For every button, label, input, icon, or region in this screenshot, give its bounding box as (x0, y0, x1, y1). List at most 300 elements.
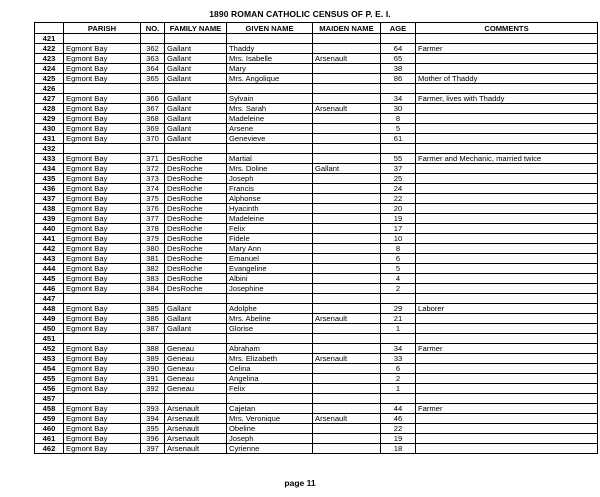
given-name-cell: Genevieve (227, 134, 313, 144)
given-name-cell: Felix (227, 384, 313, 394)
table-row (35, 224, 598, 234)
age-cell (381, 394, 416, 404)
table-row (35, 264, 598, 274)
maiden-name-cell (313, 114, 381, 124)
header-no: NO. (141, 23, 165, 34)
row-number: 458 (35, 404, 64, 414)
no-cell: 368 (141, 114, 165, 124)
given-name-cell (227, 84, 313, 94)
header-row-number (35, 23, 64, 34)
table-row (35, 64, 598, 74)
age-cell: 20 (381, 204, 416, 214)
given-name-cell: Evangeline (227, 264, 313, 274)
parish-cell: Egmont Bay (64, 174, 141, 184)
no-cell: 385 (141, 304, 165, 314)
family-name-cell: Gallant (165, 54, 227, 64)
row-number: 426 (35, 84, 64, 94)
row-number: 438 (35, 204, 64, 214)
given-name-cell: Arsene (227, 124, 313, 134)
no-cell: 380 (141, 244, 165, 254)
age-cell (381, 294, 416, 304)
no-cell: 378 (141, 224, 165, 234)
family-name-cell (165, 84, 227, 94)
comments-cell (416, 84, 598, 94)
family-name-cell: DesRoche (165, 244, 227, 254)
comments-cell (416, 354, 598, 364)
given-name-cell: Madeleine (227, 114, 313, 124)
table-row (35, 334, 598, 344)
no-cell: 362 (141, 44, 165, 54)
maiden-name-cell (313, 364, 381, 374)
row-number: 443 (35, 254, 64, 264)
parish-cell: Egmont Bay (64, 164, 141, 174)
given-name-cell: Obeline (227, 424, 313, 434)
comments-cell: Farmer (416, 344, 598, 354)
parish-cell: Egmont Bay (64, 414, 141, 424)
maiden-name-cell: Arsenault (313, 314, 381, 324)
comments-cell (416, 324, 598, 334)
no-cell: 382 (141, 264, 165, 274)
row-number: 454 (35, 364, 64, 374)
no-cell: 383 (141, 274, 165, 284)
parish-cell: Egmont Bay (64, 284, 141, 294)
age-cell: 55 (381, 154, 416, 164)
family-name-cell (165, 144, 227, 154)
comments-cell (416, 114, 598, 124)
comments-cell (416, 284, 598, 294)
row-number: 425 (35, 74, 64, 84)
family-name-cell: Arsenault (165, 444, 227, 454)
given-name-cell (227, 144, 313, 154)
row-number: 424 (35, 64, 64, 74)
maiden-name-cell: Arsenault (313, 414, 381, 424)
comments-cell (416, 414, 598, 424)
given-name-cell: Adolphe (227, 304, 313, 314)
age-cell: 4 (381, 274, 416, 284)
maiden-name-cell (313, 144, 381, 154)
age-cell: 8 (381, 114, 416, 124)
header-age: AGE (381, 23, 416, 34)
parish-cell (64, 334, 141, 344)
parish-cell: Egmont Bay (64, 54, 141, 64)
maiden-name-cell (313, 374, 381, 384)
header-comments: COMMENTS (416, 23, 598, 34)
parish-cell: Egmont Bay (64, 104, 141, 114)
no-cell (141, 334, 165, 344)
table-row (35, 314, 598, 324)
parish-cell: Egmont Bay (64, 384, 141, 394)
maiden-name-cell (313, 334, 381, 344)
no-cell: 375 (141, 194, 165, 204)
table-row (35, 234, 598, 244)
table-row (35, 124, 598, 134)
maiden-name-cell (313, 404, 381, 414)
no-cell: 376 (141, 204, 165, 214)
comments-cell: Mother of Thaddy (416, 74, 598, 84)
maiden-name-cell (313, 174, 381, 184)
age-cell: 44 (381, 404, 416, 414)
given-name-cell: Mrs. Doline (227, 164, 313, 174)
maiden-name-cell: Arsenault (313, 354, 381, 364)
age-cell: 61 (381, 134, 416, 144)
comments-cell (416, 234, 598, 244)
maiden-name-cell (313, 424, 381, 434)
table-row (35, 294, 598, 304)
table-row (35, 144, 598, 154)
age-cell: 19 (381, 434, 416, 444)
table-body (35, 34, 598, 454)
parish-cell: Egmont Bay (64, 154, 141, 164)
maiden-name-cell (313, 84, 381, 94)
comments-cell (416, 64, 598, 74)
parish-cell (64, 144, 141, 154)
table-row (35, 134, 598, 144)
given-name-cell: Josephine (227, 284, 313, 294)
parish-cell: Egmont Bay (64, 434, 141, 444)
row-number: 444 (35, 264, 64, 274)
given-name-cell: Mrs. Veronique (227, 414, 313, 424)
age-cell: 25 (381, 174, 416, 184)
comments-cell (416, 164, 598, 174)
no-cell: 379 (141, 234, 165, 244)
maiden-name-cell (313, 434, 381, 444)
table-row (35, 304, 598, 314)
row-number: 446 (35, 284, 64, 294)
page-number: page 11 (284, 478, 316, 488)
no-cell: 363 (141, 54, 165, 64)
row-number: 432 (35, 144, 64, 154)
parish-cell: Egmont Bay (64, 264, 141, 274)
comments-cell (416, 244, 598, 254)
parish-cell: Egmont Bay (64, 94, 141, 104)
maiden-name-cell: Arsenault (313, 104, 381, 114)
family-name-cell: Gallant (165, 304, 227, 314)
row-number: 434 (35, 164, 64, 174)
row-number: 423 (35, 54, 64, 64)
parish-cell: Egmont Bay (64, 254, 141, 264)
header-parish: PARISH (64, 23, 141, 34)
given-name-cell: Joseph (227, 174, 313, 184)
table-row (35, 344, 598, 354)
table-row (35, 414, 598, 424)
document-title: 1890 ROMAN CATHOLIC CENSUS OF P. E. I. (209, 9, 391, 19)
parish-cell: Egmont Bay (64, 444, 141, 454)
age-cell: 65 (381, 54, 416, 64)
row-number: 449 (35, 314, 64, 324)
row-number: 452 (35, 344, 64, 354)
header-given-name: GIVEN NAME (227, 23, 313, 34)
maiden-name-cell: Arsenault (313, 54, 381, 64)
family-name-cell: DesRoche (165, 274, 227, 284)
no-cell: 393 (141, 404, 165, 414)
table-row (35, 254, 598, 264)
comments-cell (416, 314, 598, 324)
family-name-cell: Gallant (165, 104, 227, 114)
row-number: 436 (35, 184, 64, 194)
given-name-cell: Martial (227, 154, 313, 164)
family-name-cell: DesRoche (165, 184, 227, 194)
family-name-cell: Gallant (165, 114, 227, 124)
maiden-name-cell (313, 344, 381, 354)
age-cell: 46 (381, 414, 416, 424)
no-cell: 390 (141, 364, 165, 374)
row-number: 461 (35, 434, 64, 444)
given-name-cell: Mrs. Elizabeth (227, 354, 313, 364)
family-name-cell (165, 294, 227, 304)
given-name-cell: Abraham (227, 344, 313, 354)
family-name-cell: Gallant (165, 74, 227, 84)
maiden-name-cell (313, 184, 381, 194)
table-row (35, 174, 598, 184)
given-name-cell (227, 294, 313, 304)
table-row (35, 394, 598, 404)
family-name-cell: Geneau (165, 354, 227, 364)
table-row (35, 324, 598, 334)
age-cell: 19 (381, 214, 416, 224)
maiden-name-cell (313, 234, 381, 244)
parish-cell: Egmont Bay (64, 204, 141, 214)
table-header (35, 23, 598, 34)
age-cell: 21 (381, 314, 416, 324)
comments-cell (416, 224, 598, 234)
no-cell: 391 (141, 374, 165, 384)
age-cell: 10 (381, 234, 416, 244)
row-number: 431 (35, 134, 64, 144)
row-number: 460 (35, 424, 64, 434)
parish-cell: Egmont Bay (64, 64, 141, 74)
age-cell: 8 (381, 244, 416, 254)
given-name-cell: Madeleine (227, 214, 313, 224)
given-name-cell: Mrs. Isabelle (227, 54, 313, 64)
given-name-cell: Francis (227, 184, 313, 194)
row-number: 456 (35, 384, 64, 394)
comments-cell (416, 104, 598, 114)
comments-cell (416, 394, 598, 404)
age-cell (381, 144, 416, 154)
family-name-cell: Gallant (165, 44, 227, 54)
no-cell: 371 (141, 154, 165, 164)
comments-cell (416, 54, 598, 64)
family-name-cell: DesRoche (165, 214, 227, 224)
table-row (35, 214, 598, 224)
no-cell: 387 (141, 324, 165, 334)
family-name-cell: DesRoche (165, 154, 227, 164)
table-row (35, 74, 598, 84)
maiden-name-cell (313, 324, 381, 334)
no-cell: 395 (141, 424, 165, 434)
family-name-cell: DesRoche (165, 284, 227, 294)
given-name-cell: Alphonse (227, 194, 313, 204)
maiden-name-cell (313, 264, 381, 274)
family-name-cell: Gallant (165, 314, 227, 324)
row-number: 451 (35, 334, 64, 344)
no-cell: 374 (141, 184, 165, 194)
family-name-cell (165, 394, 227, 404)
age-cell: 22 (381, 194, 416, 204)
parish-cell: Egmont Bay (64, 114, 141, 124)
comments-cell (416, 264, 598, 274)
comments-cell (416, 194, 598, 204)
maiden-name-cell (313, 64, 381, 74)
age-cell: 6 (381, 364, 416, 374)
row-number: 441 (35, 234, 64, 244)
no-cell: 373 (141, 174, 165, 184)
family-name-cell: Geneau (165, 344, 227, 354)
maiden-name-cell (313, 154, 381, 164)
row-number: 448 (35, 304, 64, 314)
parish-cell: Egmont Bay (64, 374, 141, 384)
row-number: 453 (35, 354, 64, 364)
census-table (34, 22, 598, 454)
parish-cell: Egmont Bay (64, 194, 141, 204)
family-name-cell (165, 34, 227, 44)
row-number: 440 (35, 224, 64, 234)
comments-cell (416, 144, 598, 154)
maiden-name-cell (313, 224, 381, 234)
family-name-cell: Gallant (165, 134, 227, 144)
parish-cell: Egmont Bay (64, 344, 141, 354)
given-name-cell: Cajetan (227, 404, 313, 414)
table-row (35, 354, 598, 364)
family-name-cell: Arsenault (165, 434, 227, 444)
table-row (35, 54, 598, 64)
given-name-cell: Glorise (227, 324, 313, 334)
row-number: 445 (35, 274, 64, 284)
maiden-name-cell (313, 384, 381, 394)
given-name-cell: Thaddy (227, 44, 313, 54)
no-cell: 367 (141, 104, 165, 114)
maiden-name-cell (313, 124, 381, 134)
row-number: 422 (35, 44, 64, 54)
no-cell: 389 (141, 354, 165, 364)
no-cell (141, 84, 165, 94)
parish-cell: Egmont Bay (64, 214, 141, 224)
comments-cell (416, 274, 598, 284)
parish-cell: Egmont Bay (64, 74, 141, 84)
given-name-cell: Mary Ann (227, 244, 313, 254)
family-name-cell: Gallant (165, 64, 227, 74)
maiden-name-cell (313, 254, 381, 264)
table-row (35, 204, 598, 214)
table-row (35, 364, 598, 374)
parish-cell: Egmont Bay (64, 404, 141, 414)
given-name-cell (227, 334, 313, 344)
parish-cell: Egmont Bay (64, 234, 141, 244)
table-row (35, 274, 598, 284)
age-cell: 24 (381, 184, 416, 194)
given-name-cell: Angelina (227, 374, 313, 384)
comments-cell: Farmer and Mechanic, married twice (416, 154, 598, 164)
family-name-cell: Geneau (165, 384, 227, 394)
given-name-cell: Mrs. Sarah (227, 104, 313, 114)
age-cell: 34 (381, 344, 416, 354)
row-number: 462 (35, 444, 64, 454)
no-cell (141, 394, 165, 404)
row-number: 428 (35, 104, 64, 114)
no-cell: 372 (141, 164, 165, 174)
no-cell: 370 (141, 134, 165, 144)
maiden-name-cell (313, 74, 381, 84)
age-cell: 64 (381, 44, 416, 54)
parish-cell: Egmont Bay (64, 354, 141, 364)
maiden-name-cell (313, 204, 381, 214)
family-name-cell: Gallant (165, 124, 227, 134)
table-row (35, 194, 598, 204)
no-cell: 394 (141, 414, 165, 424)
age-cell: 1 (381, 324, 416, 334)
maiden-name-cell (313, 394, 381, 404)
age-cell (381, 34, 416, 44)
header-maiden-name: MAIDEN NAME (313, 23, 381, 34)
no-cell (141, 34, 165, 44)
comments-cell (416, 434, 598, 444)
parish-cell: Egmont Bay (64, 134, 141, 144)
no-cell: 396 (141, 434, 165, 444)
table-row (35, 384, 598, 394)
given-name-cell: Hyacinth (227, 204, 313, 214)
given-name-cell: Mrs. Abeline (227, 314, 313, 324)
age-cell: 38 (381, 64, 416, 74)
comments-cell (416, 424, 598, 434)
table-row (35, 154, 598, 164)
table-row (35, 94, 598, 104)
parish-cell: Egmont Bay (64, 44, 141, 54)
row-number: 435 (35, 174, 64, 184)
maiden-name-cell (313, 44, 381, 54)
family-name-cell: DesRoche (165, 194, 227, 204)
given-name-cell: Cyrienne (227, 444, 313, 454)
no-cell: 397 (141, 444, 165, 454)
age-cell: 1 (381, 384, 416, 394)
comments-cell (416, 294, 598, 304)
no-cell: 392 (141, 384, 165, 394)
given-name-cell: Albini (227, 274, 313, 284)
family-name-cell: Gallant (165, 324, 227, 334)
maiden-name-cell (313, 34, 381, 44)
maiden-name-cell (313, 294, 381, 304)
given-name-cell: Sylvain (227, 94, 313, 104)
table-row (35, 244, 598, 254)
given-name-cell: Felix (227, 224, 313, 234)
given-name-cell: Mary (227, 64, 313, 74)
table-row (35, 114, 598, 124)
no-cell: 386 (141, 314, 165, 324)
age-cell: 5 (381, 124, 416, 134)
row-number: 421 (35, 34, 64, 44)
maiden-name-cell (313, 444, 381, 454)
comments-cell (416, 134, 598, 144)
parish-cell (64, 84, 141, 94)
given-name-cell: Celina (227, 364, 313, 374)
table-row (35, 374, 598, 384)
row-number: 455 (35, 374, 64, 384)
age-cell: 29 (381, 304, 416, 314)
comments-cell (416, 34, 598, 44)
table-row (35, 104, 598, 114)
row-number: 442 (35, 244, 64, 254)
comments-cell (416, 444, 598, 454)
age-cell (381, 84, 416, 94)
age-cell: 30 (381, 104, 416, 114)
age-cell: 33 (381, 354, 416, 364)
no-cell: 381 (141, 254, 165, 264)
family-name-cell: DesRoche (165, 234, 227, 244)
maiden-name-cell (313, 274, 381, 284)
maiden-name-cell (313, 244, 381, 254)
family-name-cell: DesRoche (165, 174, 227, 184)
comments-cell (416, 384, 598, 394)
maiden-name-cell (313, 284, 381, 294)
